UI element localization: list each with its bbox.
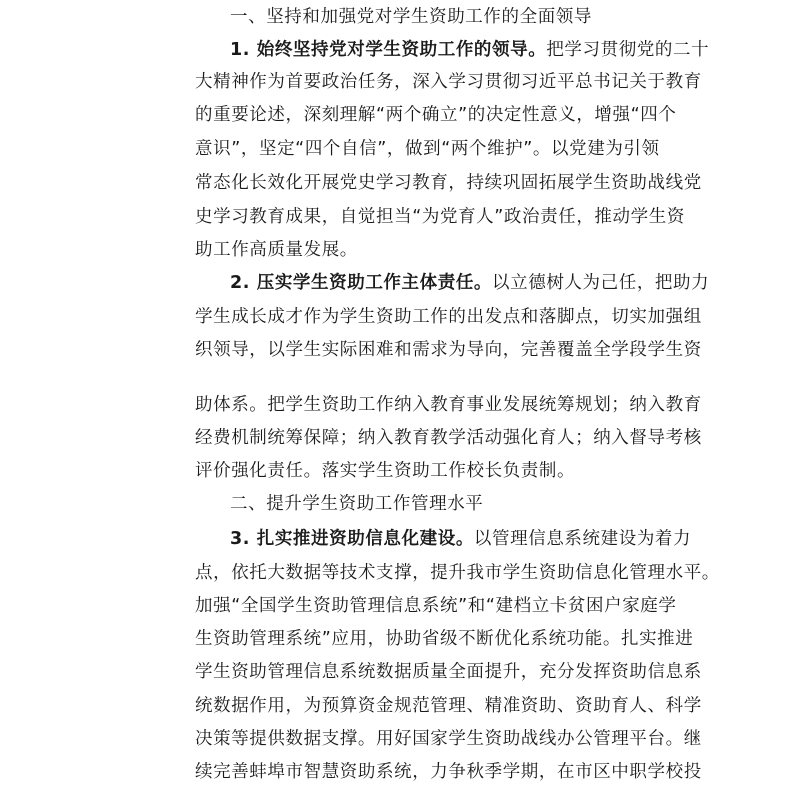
item-1-first-line bbox=[230, 38, 720, 62]
paragraph-line: 织领导，以学生实际困难和需求为导向，完善覆盖全学段学生资 bbox=[195, 340, 702, 360]
paragraph-line: 经费机制统筹保障；纳入教育教学活动强化育人；纳入督导考核 bbox=[195, 428, 702, 448]
paragraph-line: 意识”，坚定“四个自信”，做到“两个维护”。以党建为引领 bbox=[195, 139, 660, 159]
paragraph-line: 加强“全国学生资助管理信息系统”和“建档立卡贫困户家庭学 bbox=[195, 596, 677, 616]
paragraph-line: 评价强化责任。落实学生资助工作校长负责制。 bbox=[195, 461, 576, 481]
item-1-text: 把学习贯彻党的二十 bbox=[546, 40, 710, 60]
item-1-title: 1. 始终坚持党对学生资助工作的领导。 bbox=[230, 40, 547, 60]
paragraph-line: 助体系。把学生资助工作纳入教育事业发展统筹规划；纳入教育 bbox=[195, 395, 702, 415]
paragraph-line: 的重要论述，深刻理解“两个确立”的决定性意义，增强“四个 bbox=[195, 105, 677, 125]
item-3-first-line bbox=[230, 527, 720, 551]
paragraph-line: 续完善蚌埠市智慧资助系统，力争秋季学期，在市区中职学校投 bbox=[195, 762, 702, 782]
paragraph-line: 统数据作用，为预算资金规范管理、精准资助、资助育人、科学 bbox=[195, 696, 702, 716]
item-3-title: 3. 扎实推进资助信息化建设。 bbox=[230, 529, 474, 549]
paragraph-line: 决策等提供数据支撑。用好国家学生资助战线办公管理平台。继 bbox=[195, 729, 702, 749]
item-2-text: 以立德树人为己任，把助力 bbox=[492, 273, 710, 293]
item-2-title: 2. 压实学生资助工作主体责任。 bbox=[230, 273, 493, 293]
paragraph-line: 学生资助管理信息系统数据质量全面提升，充分发挥资助信息系 bbox=[195, 662, 702, 682]
item-2-first-line bbox=[230, 271, 720, 295]
paragraph-line: 大精神作为首要政治任务，深入学习贯彻习近平总书记关于教育 bbox=[195, 72, 702, 92]
item-3-text: 以管理信息系统建设为着力 bbox=[473, 529, 692, 549]
paragraph-line: 学生成长成才作为学生资助工作的出发点和落脚点，切实加强组 bbox=[195, 307, 702, 327]
paragraph-line: 点，依托大数据等技术支撑，提升我市学生资助信息化管理水平。 bbox=[195, 563, 720, 583]
section-heading-2: 二、提升学生资助工作管理水平 bbox=[230, 494, 484, 514]
section-heading-1: 一、坚持和加强党对学生资助工作的全面领导 bbox=[230, 7, 592, 27]
paragraph-line: 史学习教育成果，自觉担当“为党育人”政治责任，推动学生资 bbox=[195, 207, 685, 227]
paragraph-line: 生资助管理系统”应用，协助省级不断优化系统功能。扎实推进 bbox=[195, 629, 694, 649]
paragraph-line: 助工作高质量发展。 bbox=[195, 240, 358, 260]
paragraph-line: 常态化长效化开展党史学习教育，持续巩固拓展学生资助战线党 bbox=[195, 173, 702, 193]
